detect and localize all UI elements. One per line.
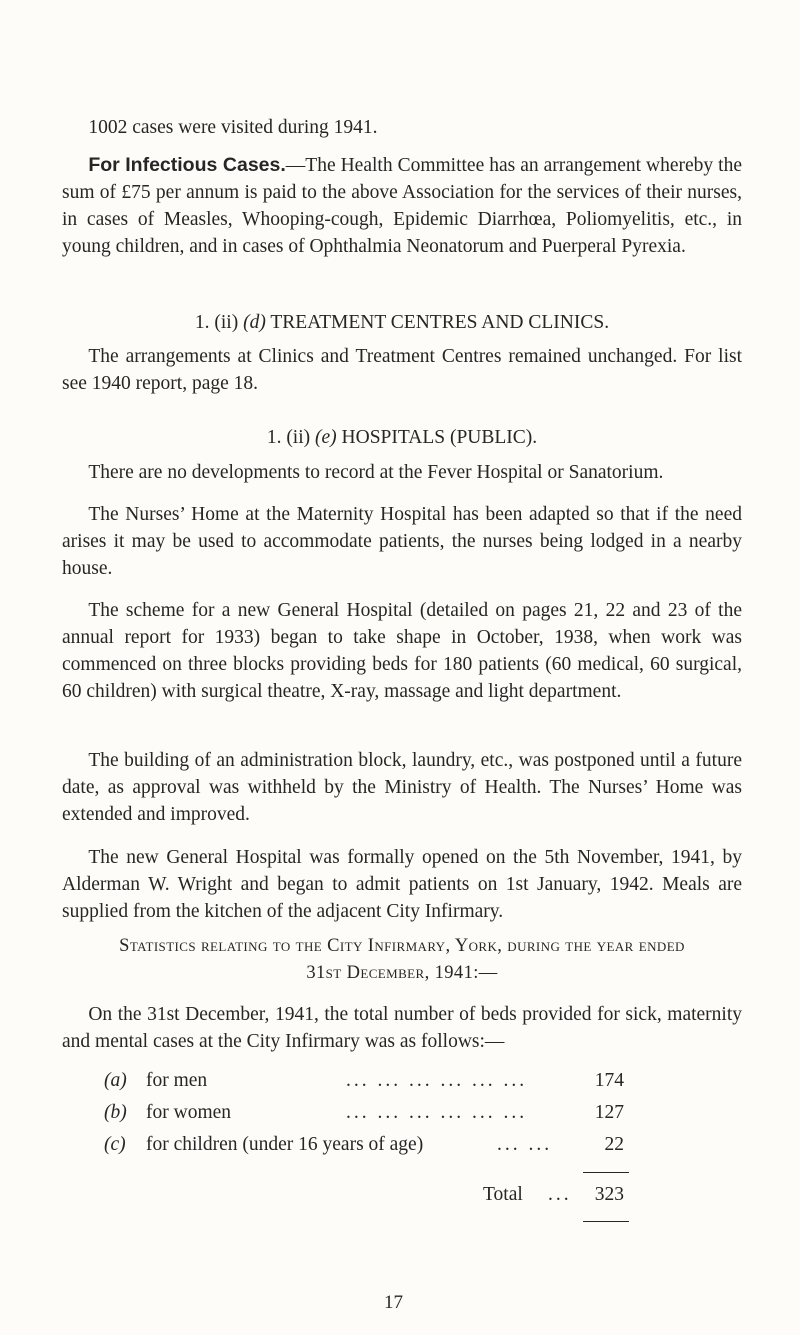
row-text: for children (under 16 years of age) [146, 1134, 424, 1155]
hospitals-paragraph-5: The new General Hospital was formally opened on the 5th November, 1941, by Alderman W. Wright and began to admit patients on 1st January, 1942. Meals are supplied from the kitchen of the adjacent City Infirmary. [62, 847, 742, 922]
section-e-heading [62, 424, 742, 451]
row-text: for men [146, 1070, 208, 1091]
page-number: 17 [384, 1292, 403, 1313]
hospitals-paragraph-2: The Nurses’ Home at the Maternity Hospital has been adapted so that if the need arises it may be used to accommodate patients, the nurses being lodged in a nearby house. [62, 504, 742, 579]
row-label: (b) [104, 1102, 127, 1123]
total-value: 323 [594, 1184, 624, 1205]
beds-total-row [0, 1184, 800, 1212]
statistics-heading-line1: Statistics relating to the City Infirmary, York, during the year ended [119, 936, 685, 956]
intro-line [62, 114, 742, 141]
row-text: for women [146, 1102, 232, 1123]
section-e-title: HOSPITALS (PUBLIC). [341, 427, 538, 448]
hospitals-paragraph-1: There are no developments to record at the Fever Hospital or Sanatorium. [88, 462, 664, 483]
section-e-number: 1. (ii) [266, 427, 311, 448]
hospitals-paragraph-4: The building of an administration block, laundry, etc., was postponed until a future date, as approval was withheld by the Ministry of Health. The Nurses’ Home was extended and improved. [62, 750, 742, 825]
total-leader-dots: ... [548, 1184, 572, 1205]
row-label: (a) [104, 1070, 127, 1091]
total-label: Total [483, 1184, 523, 1205]
row-value: 174 [594, 1070, 624, 1091]
section-d-letter: (d) [243, 312, 266, 333]
beds-row-women [0, 1102, 800, 1130]
row-leader-dots: ... ... ... ... ... ... [346, 1070, 528, 1091]
beds-row-men [0, 1070, 800, 1098]
section-d-body: The arrangements at Clinics and Treatment Centres remained unchanged. For list see 1940 report, page 18. [62, 346, 742, 394]
row-value: 127 [594, 1102, 624, 1123]
statistics-intro: On the 31st December, 1941, the total number of beds provided for sick, maternity and mental cases at the City Infirmary was as follows:— [62, 1004, 742, 1052]
infectious-cases-heading: For Infectious Cases. [88, 154, 286, 176]
section-d-title: TREATMENT CENTRES AND CLINICS. [270, 312, 610, 333]
row-leader-dots: ... ... [497, 1134, 553, 1155]
row-leader-dots: ... ... ... ... ... ... [346, 1102, 528, 1123]
section-d-heading [62, 309, 742, 336]
row-value: 22 [604, 1134, 624, 1155]
section-d-number: 1. (ii) [194, 312, 239, 333]
section-e-letter: (e) [315, 427, 337, 448]
subtotal-rule [583, 1172, 629, 1173]
total-rule [583, 1221, 629, 1222]
statistics-heading-line2: 31st December, 1941:— [306, 963, 498, 983]
infectious-cases-body: —The Health Committee has an arrangement whereby the sum of £75 per annum is paid to the above Association for the services of their nurses, in cases of Measles, Whooping-cough, Epidemic Diarrhœa, Poliomyelitis, etc., in young children, and in cases of Ophthalmia Neonatorum and Puerperal Pyrexia. [62, 155, 743, 257]
statistics-heading [62, 933, 742, 987]
infectious-cases-paragraph [62, 152, 742, 260]
intro-text: 1002 cases were visited during 1941. [88, 117, 378, 138]
row-label: (c) [104, 1134, 126, 1155]
beds-row-children [0, 1134, 800, 1162]
hospitals-paragraph-3: The scheme for a new General Hospital (detailed on pages 21, 22 and 23 of the annual report for 1933) began to take shape in October, 1938, when work was commenced on three blocks providing beds for 180 patients (60 medical, 60 surgical, 60 children) with surgical theatre, X-ray, massage and light department. [62, 600, 742, 702]
